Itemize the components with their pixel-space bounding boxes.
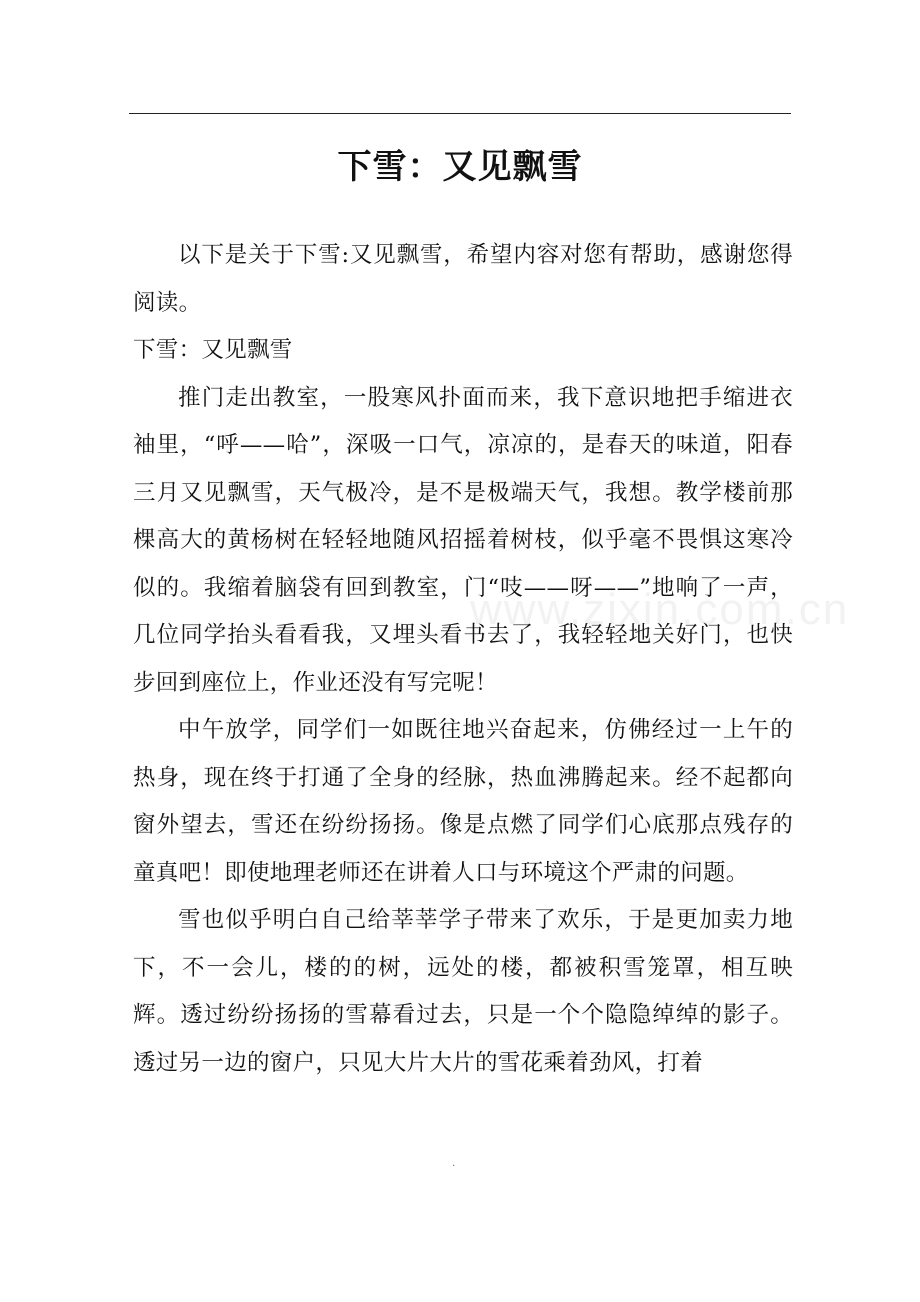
- document-title: 下雪：又见飘雪: [337, 147, 583, 187]
- header-rule: [129, 113, 791, 114]
- watermark: www.zixin.com.cn: [470, 585, 850, 634]
- document-body: [133, 232, 793, 1087]
- footer-mark: .: [452, 1158, 456, 1169]
- body-paragraph-2: 中午放学，同学们一如既往地兴奋起来，仿佛经过一上午的热身，现在终于打通了全身的经脉，热血沸腾起来。经不起都向窗外望去，雪还在纷纷扬扬。像是点燃了同学们心底那点残存的童真吧！即使地理老师还在讲着人口与环境这个严肃的问题。: [133, 717, 793, 886]
- body-paragraph-1: 推门走出教室，一股寒风扑面而来，我下意识地把手缩进衣袖里，“呼——哈”，深吸一口气，凉凉的，是春天的味道，阳春三月又见飘雪，天气极冷，是不是极端天气，我想。教学楼前那棵高大的黄杨树在轻轻地随风招摇着树枝，似乎毫不畏惧这寒冷似的。我缩着脑袋有回到教室，门“吱——呀——”地响了一声，几位同学抬头看看我，又埋头看书去了，我轻轻地关好门，也快步回到座位上，作业还没有写完呢！: [133, 384, 793, 696]
- body-paragraph-3: 雪也似乎明白自己给莘莘学子带来了欢乐，于是更加卖力地下，不一会儿，楼的的树，远处的楼，都被积雪笼罩，相互映辉。透过纷纷扬扬的雪幕看过去，只是一个个隐隐绰绰的影子。透过另一边的窗户，只见大片大片的雪花乘着劲风，打着: [133, 907, 793, 1076]
- subtitle-line: 下雪：又见飘雪: [133, 337, 293, 363]
- intro-paragraph: 以下是关于下雪:又见飘雪，希望内容对您有帮助，感谢您得阅读。: [133, 242, 793, 316]
